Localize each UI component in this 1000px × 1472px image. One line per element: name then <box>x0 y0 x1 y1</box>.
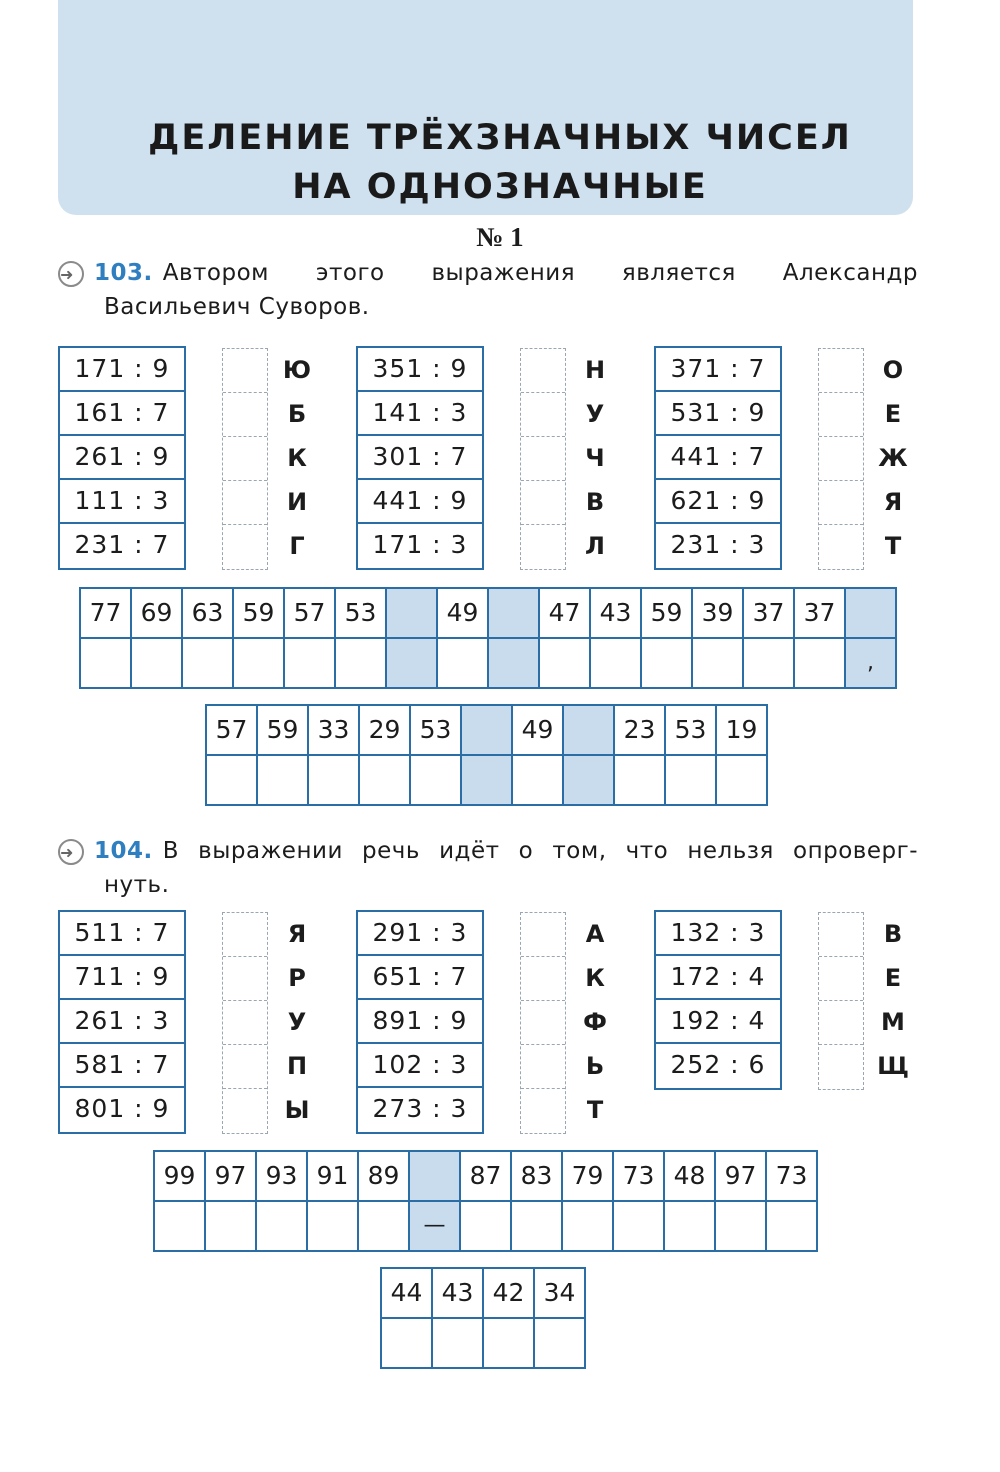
answer-input-box[interactable] <box>521 349 565 393</box>
answer-grid <box>380 1267 586 1369</box>
grid-letter-cell[interactable] <box>614 1202 665 1252</box>
division-expression: 102 : 3 <box>358 1044 482 1088</box>
division-expression: 111 : 3 <box>60 480 184 524</box>
division-expression: 161 : 7 <box>60 392 184 436</box>
answer-input-box[interactable] <box>819 437 863 481</box>
cipher-letter: Р <box>288 964 306 992</box>
grid-number-cell: 59 <box>642 589 693 639</box>
grid-column <box>308 1152 359 1252</box>
cipher-letter: И <box>286 488 308 516</box>
grid-letter-cell[interactable] <box>717 756 768 806</box>
grid-column <box>359 1152 410 1252</box>
answer-input-box[interactable] <box>819 393 863 437</box>
grid-number-cell: 49 <box>513 706 564 756</box>
grid-number-cell: 63 <box>183 589 234 639</box>
grid-number-cell: 87 <box>461 1152 512 1202</box>
answer-input-box[interactable] <box>223 437 267 481</box>
task-103-text <box>58 256 918 324</box>
division-expression: 581 : 7 <box>60 1044 184 1088</box>
division-expression: 351 : 9 <box>358 348 482 392</box>
grid-number-cell: 37 <box>744 589 795 639</box>
grid-number-cell: 89 <box>359 1152 410 1202</box>
grid-number-cell: 44 <box>382 1269 433 1319</box>
answer-input-box[interactable] <box>521 525 565 569</box>
answer-input-box[interactable] <box>223 913 267 957</box>
grid-letter-cell[interactable] <box>540 639 591 689</box>
answer-input-box[interactable] <box>819 913 863 957</box>
grid-letter-cell[interactable] <box>309 756 360 806</box>
grid-number-cell: 93 <box>257 1152 308 1202</box>
grid-number-cell: 48 <box>665 1152 716 1202</box>
word-gap-column <box>489 589 540 689</box>
cipher-letter: Я <box>883 488 903 516</box>
grid-number-cell: 57 <box>207 706 258 756</box>
division-expression: 172 : 4 <box>656 956 780 1000</box>
answer-grid <box>205 704 768 806</box>
grid-letter-cell[interactable] <box>563 1202 614 1252</box>
grid-column <box>513 706 564 806</box>
answer-input-box[interactable] <box>521 1045 565 1089</box>
grid-column <box>461 1152 512 1252</box>
division-expression: 531 : 9 <box>656 392 780 436</box>
cipher-letter: Т <box>884 532 902 560</box>
cipher-letter: Л <box>585 532 605 560</box>
answer-input-box[interactable] <box>223 349 267 393</box>
cipher-letter: В <box>883 920 903 948</box>
grid-letter-cell[interactable] <box>81 639 132 689</box>
grid-number-cell: 69 <box>132 589 183 639</box>
answer-grid <box>153 1150 818 1252</box>
grid-column <box>234 589 285 689</box>
grid-column <box>693 589 744 689</box>
cipher-letter: Ж <box>878 444 908 472</box>
cipher-letter: А <box>585 920 605 948</box>
answer-box-column <box>520 912 566 1134</box>
division-expression: 621 : 9 <box>656 480 780 524</box>
grid-column <box>563 1152 614 1252</box>
grid-column <box>81 589 132 689</box>
grid-letter-cell[interactable] <box>716 1202 767 1252</box>
answer-input-box[interactable] <box>521 1089 565 1133</box>
division-expression: 441 : 9 <box>358 480 482 524</box>
task-104-line1: В выражении речь идёт о том, что нельзя опроверг- <box>162 838 918 864</box>
letter-column <box>575 348 615 568</box>
division-expression: 711 : 9 <box>60 956 184 1000</box>
answer-grid <box>79 587 897 689</box>
cipher-letter: Ф <box>583 1008 607 1036</box>
grid-letter-cell <box>489 639 540 689</box>
grid-column <box>258 706 309 806</box>
grid-column <box>716 1152 767 1252</box>
grid-letter-cell[interactable] <box>438 639 489 689</box>
grid-column <box>360 706 411 806</box>
task-103-line2: Васильевич Суворов. <box>104 294 370 320</box>
answer-input-box[interactable] <box>819 1045 863 1089</box>
answer-input-box[interactable] <box>223 957 267 1001</box>
cipher-letter: П <box>286 1052 308 1080</box>
grid-column <box>132 589 183 689</box>
grid-number-cell: 59 <box>258 706 309 756</box>
grid-column <box>285 589 336 689</box>
division-expression: 261 : 9 <box>60 436 184 480</box>
grid-letter-cell[interactable] <box>411 756 462 806</box>
grid-letter-cell[interactable] <box>666 756 717 806</box>
division-expression: 801 : 9 <box>74 1094 170 1123</box>
task-104-number: 104. <box>94 838 153 864</box>
letter-column <box>873 912 913 1088</box>
letter-column <box>575 912 615 1132</box>
grid-number-cell: 33 <box>309 706 360 756</box>
division-expression: 171 : 9 <box>60 348 184 392</box>
grid-number-cell <box>462 706 513 756</box>
word-gap-column <box>846 589 897 689</box>
grid-number-cell: 97 <box>716 1152 767 1202</box>
grid-column <box>411 706 462 806</box>
grid-column <box>795 589 846 689</box>
answer-box-column <box>818 912 864 1090</box>
expression-box <box>58 346 186 570</box>
grid-column <box>512 1152 563 1252</box>
answer-input-box[interactable] <box>223 1089 267 1133</box>
answer-input-box[interactable] <box>223 1045 267 1089</box>
grid-letter-cell[interactable] <box>461 1202 512 1252</box>
grid-number-cell <box>410 1152 461 1202</box>
grid-column <box>155 1152 206 1252</box>
answer-input-box[interactable] <box>819 481 863 525</box>
grid-column <box>309 706 360 806</box>
cipher-letter: К <box>287 444 307 472</box>
grid-number-cell: 53 <box>336 589 387 639</box>
division-expression: 273 : 3 <box>372 1094 468 1123</box>
grid-number-cell <box>489 589 540 639</box>
grid-letter-cell[interactable] <box>512 1202 563 1252</box>
answer-box-column <box>222 348 268 570</box>
division-expression: 132 : 3 <box>656 912 780 956</box>
cipher-letter: Н <box>584 356 606 384</box>
answer-box-column <box>520 348 566 570</box>
answer-input-box[interactable] <box>521 393 565 437</box>
letter-column <box>873 348 913 568</box>
page-title-line2: НА ОДНОЗНАЧНЫЕ <box>292 167 708 207</box>
division-expression: 291 : 3 <box>358 912 482 956</box>
answer-input-box[interactable] <box>223 1001 267 1045</box>
grid-number-cell: 73 <box>614 1152 665 1202</box>
grid-letter-cell[interactable] <box>591 639 642 689</box>
answer-input-box[interactable] <box>223 481 267 525</box>
grid-column <box>183 589 234 689</box>
grid-number-cell <box>846 589 897 639</box>
grid-letter-cell[interactable] <box>615 756 666 806</box>
grid-number-cell: 37 <box>795 589 846 639</box>
answer-input-box[interactable] <box>819 1001 863 1045</box>
grid-column <box>591 589 642 689</box>
grid-number-cell: 91 <box>308 1152 359 1202</box>
grid-column <box>206 1152 257 1252</box>
cipher-letter: Т <box>586 1096 604 1124</box>
grid-letter-cell[interactable] <box>665 1202 716 1252</box>
division-expression: 171 : 3 <box>372 530 468 559</box>
grid-column <box>257 1152 308 1252</box>
grid-letter-cell[interactable] <box>234 639 285 689</box>
grid-letter-cell <box>564 756 615 806</box>
cipher-letter: Щ <box>877 1052 909 1080</box>
grid-number-cell: 29 <box>360 706 411 756</box>
division-expression: 891 : 9 <box>358 1000 482 1044</box>
grid-letter-cell[interactable] <box>155 1202 206 1252</box>
grid-column <box>665 1152 716 1252</box>
expression-box <box>654 910 782 1090</box>
task-103-number: 103. <box>94 260 153 286</box>
grid-letter-cell[interactable] <box>642 639 693 689</box>
grid-number-cell: 49 <box>438 589 489 639</box>
grid-letter-cell[interactable] <box>433 1319 484 1369</box>
grid-letter-cell[interactable] <box>767 1202 818 1252</box>
grid-column <box>382 1269 433 1369</box>
grid-number-cell: 79 <box>563 1152 614 1202</box>
division-expression: 252 : 6 <box>670 1050 766 1079</box>
grid-letter-cell[interactable] <box>206 1202 257 1252</box>
cipher-letter: В <box>585 488 605 516</box>
grid-column <box>535 1269 586 1369</box>
grid-letter-cell[interactable] <box>183 639 234 689</box>
grid-letter-cell[interactable] <box>484 1319 535 1369</box>
cipher-letter: М <box>881 1008 905 1036</box>
task-103-line1: Автором этого выражения является Александр <box>162 260 918 286</box>
answer-box-column <box>222 912 268 1134</box>
expression-box <box>58 910 186 1134</box>
grid-column <box>438 589 489 689</box>
cipher-letter: Ю <box>282 356 312 384</box>
grid-letter-cell[interactable] <box>257 1202 308 1252</box>
grid-number-cell: 39 <box>693 589 744 639</box>
cipher-letter: Ы <box>284 1096 310 1124</box>
expression-box <box>356 346 484 570</box>
answer-input-box[interactable] <box>819 957 863 1001</box>
grid-number-cell: 47 <box>540 589 591 639</box>
cipher-letter: К <box>585 964 605 992</box>
division-expression: 301 : 7 <box>358 436 482 480</box>
answer-input-box[interactable] <box>521 1001 565 1045</box>
cipher-letter: Я <box>287 920 307 948</box>
exercise-number-label: № 1 <box>476 222 524 252</box>
division-expression: 651 : 7 <box>358 956 482 1000</box>
expression-box <box>654 346 782 570</box>
grid-letter-cell[interactable] <box>258 756 309 806</box>
grid-number-cell <box>564 706 615 756</box>
answer-box-column <box>818 348 864 570</box>
cipher-letter: Ч <box>585 444 605 472</box>
division-expression: 511 : 7 <box>60 912 184 956</box>
grid-column <box>484 1269 535 1369</box>
grid-number-cell: 53 <box>411 706 462 756</box>
grid-column <box>433 1269 484 1369</box>
grid-number-cell: 59 <box>234 589 285 639</box>
task-104-line2: нуть. <box>104 872 170 898</box>
grid-letter-cell <box>387 639 438 689</box>
grid-number-cell: 43 <box>591 589 642 639</box>
answer-input-box[interactable] <box>521 481 565 525</box>
grid-number-cell: 57 <box>285 589 336 639</box>
word-gap-column <box>462 706 513 806</box>
cipher-letter: Б <box>287 400 307 428</box>
grid-letter-cell[interactable] <box>535 1319 586 1369</box>
cipher-letter: Е <box>884 400 902 428</box>
division-expression: 192 : 4 <box>656 1000 780 1044</box>
grid-letter-cell: — <box>410 1202 461 1252</box>
grid-letter-cell[interactable] <box>207 756 258 806</box>
word-gap-column <box>564 706 615 806</box>
division-expression: 261 : 3 <box>60 1000 184 1044</box>
cipher-letter: Ь <box>585 1052 605 1080</box>
letter-column <box>277 348 317 568</box>
grid-number-cell: 99 <box>155 1152 206 1202</box>
expression-box <box>356 910 484 1134</box>
page-title-line1: ДЕЛЕНИЕ ТРЁХЗНАЧНЫХ ЧИСЕЛ <box>148 118 852 158</box>
division-expression: 371 : 7 <box>656 348 780 392</box>
letter-column <box>277 912 317 1132</box>
grid-letter-cell: , <box>846 639 897 689</box>
grid-number-cell: 73 <box>767 1152 818 1202</box>
grid-number-cell: 23 <box>615 706 666 756</box>
arrow-right-icon: ➜ <box>58 261 84 287</box>
word-gap-column <box>410 1152 461 1252</box>
grid-column <box>666 706 717 806</box>
grid-column <box>336 589 387 689</box>
answer-input-box[interactable] <box>819 349 863 393</box>
answer-input-box[interactable] <box>223 393 267 437</box>
grid-letter-cell[interactable] <box>795 639 846 689</box>
grid-letter-cell[interactable] <box>336 639 387 689</box>
answer-input-box[interactable] <box>521 913 565 957</box>
grid-number-cell <box>387 589 438 639</box>
cipher-letter: Г <box>289 532 305 560</box>
cipher-letter: Е <box>884 964 902 992</box>
cipher-letter: У <box>585 400 605 428</box>
division-expression: 441 : 7 <box>656 436 780 480</box>
grid-letter-cell[interactable] <box>359 1202 410 1252</box>
grid-letter-cell[interactable] <box>744 639 795 689</box>
cipher-letter: У <box>287 1008 307 1036</box>
grid-letter-cell <box>462 756 513 806</box>
grid-letter-cell[interactable] <box>132 639 183 689</box>
grid-column <box>767 1152 818 1252</box>
task-104-text <box>58 834 918 902</box>
grid-number-cell: 43 <box>433 1269 484 1319</box>
grid-column <box>614 1152 665 1252</box>
grid-letter-cell[interactable] <box>382 1319 433 1369</box>
grid-column <box>207 706 258 806</box>
grid-letter-cell[interactable] <box>693 639 744 689</box>
cipher-letter: О <box>882 356 904 384</box>
answer-input-box[interactable] <box>521 437 565 481</box>
grid-column <box>642 589 693 689</box>
answer-input-box[interactable] <box>819 525 863 569</box>
grid-number-cell: 77 <box>81 589 132 639</box>
grid-column <box>540 589 591 689</box>
grid-number-cell: 34 <box>535 1269 586 1319</box>
grid-letter-cell[interactable] <box>308 1202 359 1252</box>
grid-column <box>615 706 666 806</box>
grid-number-cell: 42 <box>484 1269 535 1319</box>
grid-column <box>744 589 795 689</box>
grid-column <box>717 706 768 806</box>
grid-number-cell: 97 <box>206 1152 257 1202</box>
division-expression: 231 : 7 <box>74 530 170 559</box>
grid-number-cell: 19 <box>717 706 768 756</box>
division-expression: 231 : 3 <box>670 530 766 559</box>
grid-number-cell: 83 <box>512 1152 563 1202</box>
word-gap-column <box>387 589 438 689</box>
division-expression: 141 : 3 <box>358 392 482 436</box>
answer-input-box[interactable] <box>223 525 267 569</box>
answer-input-box[interactable] <box>521 957 565 1001</box>
grid-letter-cell[interactable] <box>513 756 564 806</box>
grid-letter-cell[interactable] <box>360 756 411 806</box>
grid-number-cell: 53 <box>666 706 717 756</box>
arrow-right-icon: ➜ <box>58 839 84 865</box>
grid-letter-cell[interactable] <box>285 639 336 689</box>
